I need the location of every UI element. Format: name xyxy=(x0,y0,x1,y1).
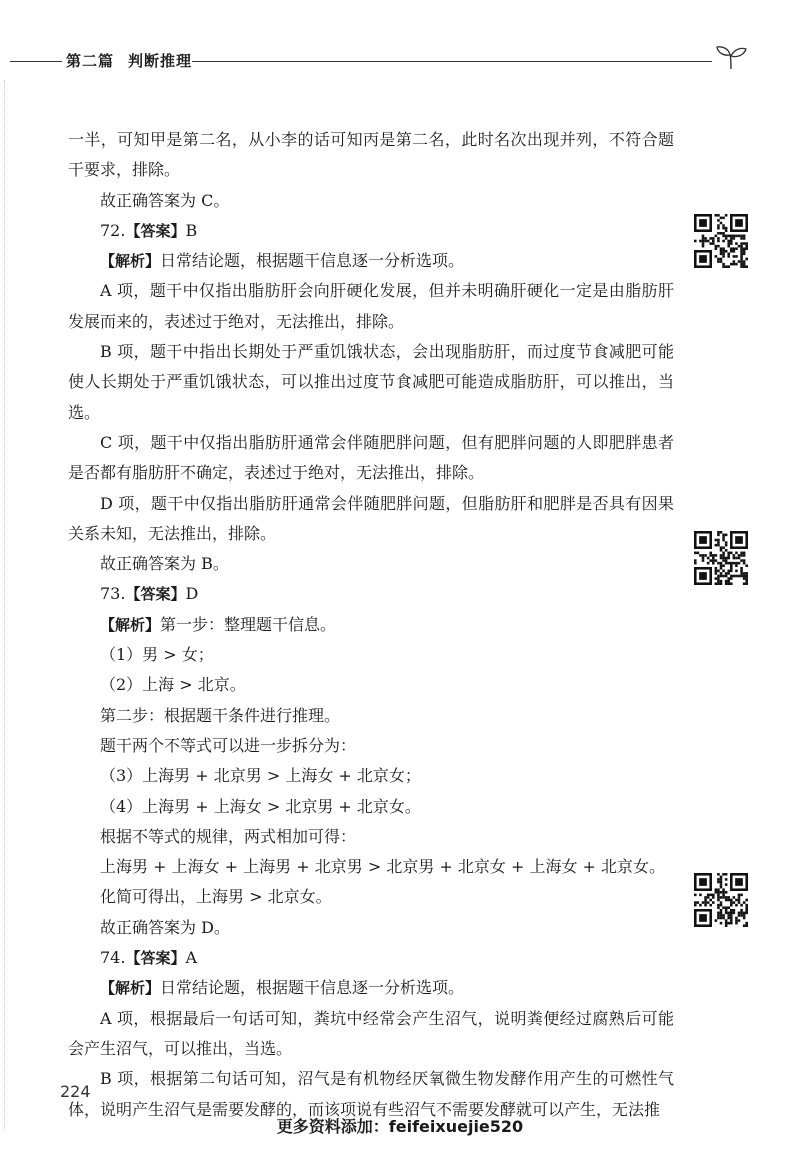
paragraph xyxy=(68,549,674,579)
paragraph xyxy=(68,761,674,791)
header-rule-right xyxy=(192,61,712,62)
paragraph-text: A 项，题干中仅指出脂肪肝会向肝硬化发展，但并未明确肝硬化一定是由脂肪肝发展而来的，表述过于绝对，无法推出，排除。 xyxy=(68,281,674,331)
header-title: 判断推理 xyxy=(128,52,193,70)
answer-explanations xyxy=(68,125,674,1125)
paragraph xyxy=(68,246,674,276)
sprout-icon xyxy=(712,44,750,70)
paragraph xyxy=(68,852,674,882)
margin-decoration xyxy=(4,80,5,1130)
paragraph xyxy=(68,428,674,489)
paragraph-text: 第二步：根据题干条件进行推理。 xyxy=(100,705,341,725)
header-part: 第二篇 xyxy=(66,52,115,70)
paragraph-text: （4）上海男 + 上海女 > 北京男 + 北京女。 xyxy=(100,796,421,816)
question-number: 72. xyxy=(100,220,126,240)
paragraph-text: B 项，题干中指出长期处于严重饥饿状态，会出现脂肪肝，而过度节食减肥可能使人长期处于严重饥饿状态，可以推出过度节食减肥可能造成脂肪肝，可以推出，当选。 xyxy=(68,342,674,422)
paragraph-text: （3）上海男 + 北京男 > 上海女 + 北京女； xyxy=(100,766,421,786)
paragraph xyxy=(68,913,674,943)
paragraph-text: 日常结论题，根据题干信息逐一分析选项。 xyxy=(160,251,465,271)
page-number: 224 xyxy=(60,1082,91,1101)
footer-note: 更多资料添加：feifeixuejie520 xyxy=(276,1117,524,1136)
paragraph xyxy=(68,943,674,973)
paragraph-text: C 项，题干中仅指出脂肪肝通常会伴随肥胖问题，但有肥胖问题的人即肥胖患者是否都有脂肪肝不确定，表述过于绝对，无法推出，排除。 xyxy=(68,432,674,483)
section-label: 【解析】 xyxy=(100,252,161,271)
header-rule-left xyxy=(10,61,62,62)
paragraph-text: 化简可得出，上海男 > 北京女。 xyxy=(100,887,332,907)
paragraph xyxy=(68,579,674,609)
paragraph xyxy=(68,489,674,550)
paragraph-text: 故正确答案为 B。 xyxy=(100,554,229,574)
paragraph-text: 第一步：整理题干信息。 xyxy=(160,614,337,634)
paragraph xyxy=(68,186,674,216)
section-label: 【答案】 xyxy=(125,949,186,968)
paragraph xyxy=(68,610,674,640)
paragraph-text: 日常结论题，根据题干信息逐一分析选项。 xyxy=(160,978,465,998)
section-label: 【答案】 xyxy=(125,585,186,604)
qr-code-icon[interactable] xyxy=(694,214,748,268)
paragraph-text: A 项，根据最后一句话可知，粪坑中经常会产生沼气，说明粪便经过腐熟后可能会产生沼气，可以推出，当选。 xyxy=(68,1008,674,1058)
paragraph xyxy=(68,670,674,700)
paragraph xyxy=(68,276,674,337)
section-label: 【解析】 xyxy=(100,979,161,998)
paragraph xyxy=(68,216,674,246)
paragraph-text: D xyxy=(185,584,199,604)
paragraph-text: A xyxy=(185,948,198,968)
paragraph-text: B xyxy=(185,220,198,240)
paragraph-text: 故正确答案为 D。 xyxy=(100,917,230,937)
paragraph xyxy=(68,1004,674,1065)
paragraph xyxy=(68,731,674,761)
paragraph xyxy=(68,337,674,428)
paragraph-text: （1）男 > 女； xyxy=(100,645,214,665)
paragraph-text: （2）上海 > 北京。 xyxy=(100,675,246,695)
paragraph-text: 上海男 + 上海女 + 上海男 + 北京男 > 北京男 + 北京女 + 上海女 + 北京女。 xyxy=(100,857,666,877)
qr-code-icon[interactable] xyxy=(694,531,748,585)
section-label: 【答案】 xyxy=(125,221,186,240)
paragraph xyxy=(68,640,674,670)
paragraph-text: 题干两个不等式可以进一步拆分为： xyxy=(100,735,357,755)
section-label: 【解析】 xyxy=(100,615,161,634)
paragraph xyxy=(68,882,674,912)
question-number: 73. xyxy=(100,584,126,604)
paragraph xyxy=(68,701,674,731)
paragraph-text: 一半，可知甲是第二名，从小李的话可知丙是第二名，此时名次出现并列，不符合题干要求，排除。 xyxy=(68,130,674,180)
paragraph xyxy=(68,125,674,186)
paragraph-text: 根据不等式的规律，两式相加可得： xyxy=(100,826,357,846)
question-number: 74. xyxy=(100,948,126,968)
paragraph-text: B 项，根据第二句话可知，沼气是有机物经厌氧微生物发酵作用产生的可燃性气体，说明产生沼气是需要发酵的，而该项说有些沼气不需要发酵就可以产生，无法推 xyxy=(68,1069,674,1119)
paragraph xyxy=(68,822,674,852)
paragraph xyxy=(68,973,674,1003)
page-header xyxy=(0,44,800,74)
paragraph-text: 故正确答案为 C。 xyxy=(100,190,230,210)
paragraph xyxy=(68,792,674,822)
paragraph-text: D 项，题干中仅指出脂肪肝通常会伴随肥胖问题，但脂肪肝和肥胖是否具有因果关系未知，无法推出，排除。 xyxy=(68,493,674,543)
qr-code-icon[interactable] xyxy=(694,873,748,927)
